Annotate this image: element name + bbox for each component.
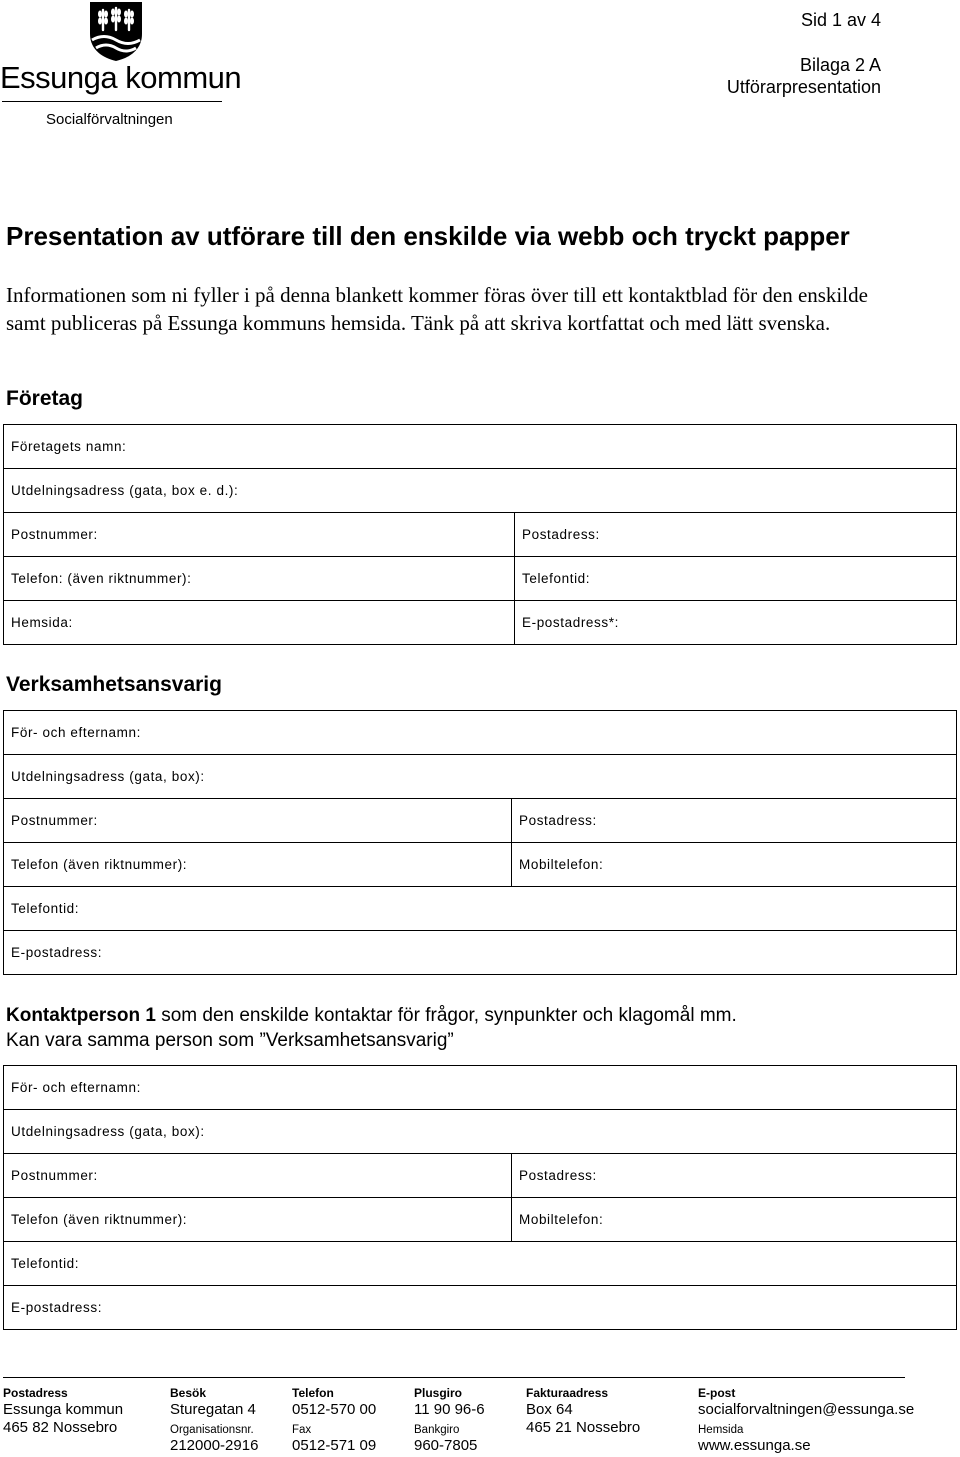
footer-epost <box>698 1385 914 1455</box>
section-heading-kontaktperson <box>6 1003 737 1053</box>
field-address[interactable]: Utdelningsadress (gata, box): <box>4 755 957 799</box>
department-name: Socialförvaltningen <box>46 111 173 128</box>
footer-value: 11 90 96-6 <box>414 1401 485 1418</box>
page-info: Sid 1 av 4 <box>800 10 881 30</box>
field-postal-address[interactable]: Postadress: <box>515 513 957 557</box>
field-phone-hours[interactable]: Telefontid: <box>4 1242 957 1286</box>
footer-label: Fakturaadress <box>526 1386 609 1400</box>
logo-divider <box>2 101 222 102</box>
footer-fakturaadress <box>526 1385 640 1437</box>
footer-plusgiro <box>414 1385 485 1455</box>
footer-value: 960-7805 <box>414 1437 478 1454</box>
footer-email-link[interactable]: socialforvaltningen@essunga.se <box>698 1401 915 1418</box>
kontaktperson-title: Kontaktperson 1 <box>6 1005 156 1026</box>
footer-divider <box>3 1377 905 1378</box>
footer-value: 0512-571 09 <box>292 1437 377 1454</box>
footer-value: 465 82 Nossebro <box>3 1419 118 1436</box>
field-phone[interactable]: Telefon (även riktnummer): <box>4 843 512 887</box>
coat-of-arms-icon <box>86 0 146 62</box>
field-address[interactable]: Utdelningsadress (gata, box): <box>4 1110 957 1154</box>
footer-value: 0512-570 00 <box>292 1401 377 1418</box>
footer-label: E-post <box>698 1386 736 1400</box>
footer-telefon <box>292 1385 376 1455</box>
footer-postadress <box>3 1385 123 1437</box>
field-postal-address[interactable]: Postadress: <box>512 799 957 843</box>
field-phone[interactable]: Telefon: (även riktnummer): <box>4 557 515 601</box>
form-verksamhetsansvarig <box>3 710 957 975</box>
essunga-logo <box>0 0 242 128</box>
field-name[interactable]: För- och efternamn: <box>4 1066 957 1110</box>
field-postal-code[interactable]: Postnummer: <box>4 513 515 557</box>
field-phone-hours[interactable]: Telefontid: <box>515 557 957 601</box>
section-heading-verksamhetsansvarig: Verksamhetsansvarig <box>6 673 222 696</box>
document-type: Utförarpresentation <box>726 77 881 97</box>
form-kontaktperson <box>3 1065 957 1330</box>
footer-label: Postadress <box>3 1386 68 1400</box>
field-postal-address[interactable]: Postadress: <box>512 1154 957 1198</box>
field-website[interactable]: Hemsida: <box>4 601 515 645</box>
kontaktperson-note: Kan vara samma person som ”Verksamhetsansvarig” <box>6 1030 454 1051</box>
kontaktperson-description: som den enskilde kontaktar för frågor, synpunkter och klagomål mm. <box>155 1005 737 1026</box>
field-mobile[interactable]: Mobiltelefon: <box>512 843 957 887</box>
intro-text: Informationen som ni fyller i på denna blankett kommer föras över till ett kontaktblad för den enskilde samt publiceras på Essunga kommuns hemsida. Tänk på att skriva kortfattat och med lätt svenska. <box>6 283 868 335</box>
footer-label: Plusgiro <box>414 1386 463 1400</box>
footer-value: 212000-2916 <box>170 1437 259 1454</box>
field-name[interactable]: För- och efternamn: <box>4 711 957 755</box>
footer-label: Telefon <box>292 1386 334 1400</box>
field-company-name[interactable]: Företagets namn: <box>4 425 957 469</box>
footer-value: Sturegatan 4 <box>170 1401 256 1418</box>
footer-sublabel: Organisationsnr. <box>170 1424 254 1436</box>
footer-website-link[interactable]: www.essunga.se <box>698 1437 811 1454</box>
field-email[interactable]: E-postadress: <box>4 931 957 975</box>
field-email[interactable]: E-postadress: <box>4 1286 957 1330</box>
footer-value: Box 64 <box>526 1401 573 1418</box>
footer-value: 465 21 Nossebro <box>526 1419 641 1436</box>
field-postal-code[interactable]: Postnummer: <box>4 799 512 843</box>
field-phone[interactable]: Telefon (även riktnummer): <box>4 1198 512 1242</box>
section-heading-foretag: Företag <box>6 387 84 410</box>
field-phone-hours[interactable]: Telefontid: <box>4 887 957 931</box>
footer-besok <box>170 1385 258 1455</box>
footer-sublabel: Fax <box>292 1424 312 1436</box>
field-mobile[interactable]: Mobiltelefon: <box>512 1198 957 1242</box>
field-address[interactable]: Utdelningsadress (gata, box e. d.): <box>4 469 957 513</box>
footer-value: Essunga kommun <box>3 1401 124 1418</box>
footer-sublabel: Hemsida <box>698 1424 744 1436</box>
page-title: Presentation av utförare till den enskilde via webb och tryckt papper <box>6 221 850 251</box>
org-name: Essunga kommun <box>0 60 242 95</box>
form-foretag <box>3 424 957 645</box>
footer-sublabel: Bankgiro <box>414 1424 460 1436</box>
attachment-label: Bilaga 2 A <box>799 55 881 75</box>
field-email[interactable]: E-postadress*: <box>515 601 957 645</box>
footer-label: Besök <box>170 1386 207 1400</box>
field-postal-code[interactable]: Postnummer: <box>4 1154 512 1198</box>
